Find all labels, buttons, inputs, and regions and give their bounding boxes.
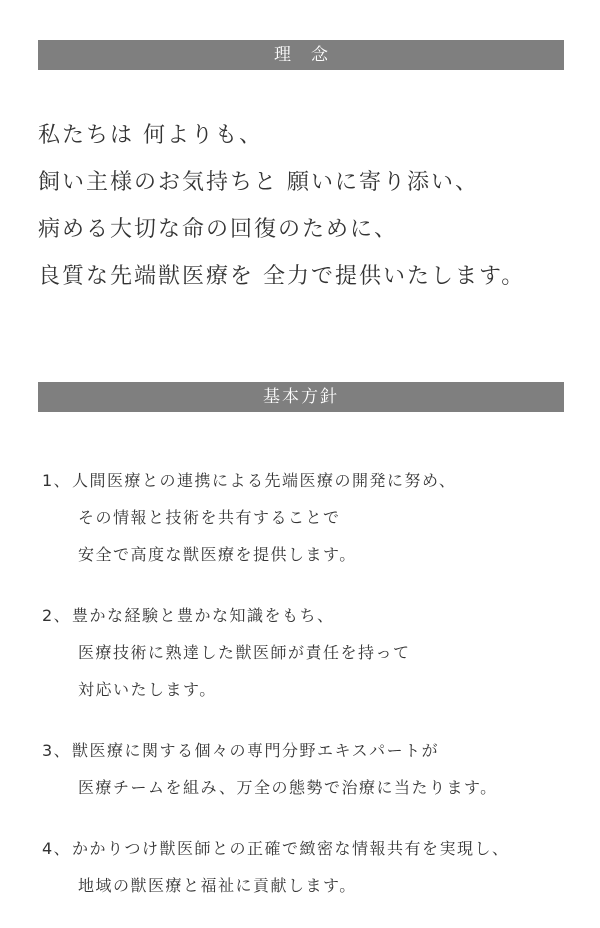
philosophy-line: 飼い主様のお気持ちと 願いに寄り添い、: [38, 170, 479, 195]
policy-line: 獣医療に関する個々の専門分野エキスパートが: [72, 741, 440, 760]
policy-item-2: [42, 597, 592, 708]
policy-number: 2、: [42, 606, 72, 625]
policy-number: 1、: [42, 471, 72, 490]
philosophy-header: 理念: [38, 40, 564, 70]
policy-line: かかりつけ獣医師との正確で緻密な情報共有を実現し、: [72, 839, 510, 858]
policy-item-1: [42, 462, 592, 573]
policy-line: 豊かな経験と豊かな知識をもち、: [72, 606, 335, 625]
policy-line: 人間医療との連携による先端医療の開発に努め、: [72, 471, 457, 490]
policy-number: 3、: [42, 741, 72, 760]
policy-item-4: [42, 830, 592, 904]
policy-line: その情報と技術を共有することで: [78, 508, 341, 527]
policy-number: 4、: [42, 839, 72, 858]
policy-header: 基本方針: [38, 382, 564, 412]
policy-list: [42, 462, 592, 928]
policy-line: 医療チームを組み、万全の態勢で治療に当たります。: [78, 778, 498, 797]
policy-line: 医療技術に熟達した獣医師が責任を持って: [78, 643, 411, 662]
policy-item-3: [42, 732, 592, 806]
philosophy-line: 私たちは 何よりも、: [38, 123, 263, 148]
policy-line: 対応いたします。: [78, 680, 217, 699]
policy-line: 安全で高度な獣医療を提供します。: [78, 545, 357, 564]
policy-line: 地域の獣医療と福祉に貢献します。: [78, 876, 357, 895]
philosophy-line: 良質な先端獣医療を 全力で提供いたします。: [38, 264, 526, 289]
philosophy-text: [38, 112, 578, 300]
philosophy-line: 病める大切な命の回復のために、: [38, 217, 399, 242]
